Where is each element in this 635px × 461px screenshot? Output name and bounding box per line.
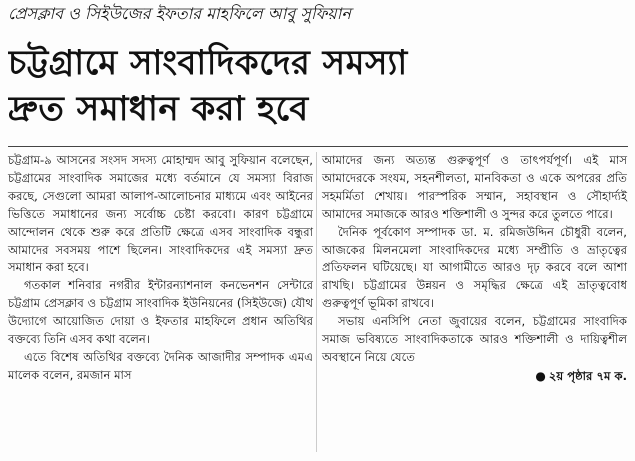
column-divider	[316, 152, 317, 452]
article-kicker: প্রেসক্লাব ও সিইউজের ইফতার মাহফিলে আবু সুফিয়ান	[8, 4, 351, 23]
body-paragraph: এতে বিশেষ অতিথির বক্তব্যে দৈনিক আজাদীর সম্পাদক এমএ মালেক বলেন, রমজান মাস	[8, 349, 313, 382]
headline-line-2: দ্রুত সমাধান করা হবে	[8, 89, 309, 129]
body-paragraph: দৈনিক পূর্বকোণ সম্পাদক ডা. ম. রমিজউদ্দিন চৌধুরী বলেন, আজকের মিলনমেলা সাংবাদিকদের মধ্যে সম্প্রীতি ও ভ্রাতৃত্বের প্রতিফলন ঘটিয়েছে। যা আগামীতে আরও দৃঢ় করবে বলে আশা রাখছি। চট্টগ্রামের উন্নয়ন ও সমৃদ্ধির ক্ষেত্রে এই ভ্রাতৃত্ববোধ গুরুত্বপূর্ণ ভূমিকা রাখবে।	[322, 224, 627, 311]
body-paragraph: আমাদের জন্য অত্যন্ত গুরুত্বপূর্ণ ও তাৎপর্যপূর্ণ। এই মাস আমাদেরকে সংযম, সহনশীলতা, মানবিকতা ও একে অপরের প্রতি সহমর্মিতা শেখায়। পারস্পরিক সম্মান, সহাবস্থান ও সৌহার্দ্যই আমাদের সমাজকে আরও শক্তিশালী ও সুন্দর করে তুলতে পারে।	[322, 153, 627, 221]
body-paragraph: চট্টগ্রাম-৯ আসনের সংসদ সদস্য মোহাম্মদ আবু সুফিয়ান বলেছেন, চট্টগ্রামের সাংবাদিক সমাজের মধ্যে বর্তমানে যে সমস্যা বিরাজ করছে, সেগুলো আমরা আলাপ-আলোচনার মাধ্যমে এবং আইনের ভিত্তিতে সমাধানের জন্য সর্বোচ্চ চেষ্টা করবো। কারণ চট্টগ্রামে আন্দোলন থেকে শুরু করে প্রতিটি ক্ষেত্রে এসব সাংবাদিক বন্ধুরা আমাদের সবসময় পাশে ছিলেন। সাংবাদিকদের এই সমস্যা দ্রুত সমাধান করা হবে।	[8, 153, 313, 275]
continuation-marker	[322, 368, 627, 386]
article-headline	[8, 40, 630, 132]
body-paragraph: গতকাল শনিবার নগরীর ইন্টারন্যাশনাল কনভেনশন সেন্টারে চট্টগ্রাম প্রেসক্লাব ও চট্টগ্রাম সাংবাদিক ইউনিয়নের (সিইউজে) যৌথ উদ্যোগে আয়োজিত দোয়া ও ইফতার মাহফিলে প্রধান অতিথির বক্তব্যে তিনি এসব কথা বলেন।	[8, 278, 313, 347]
headline-line-1: চট্টগ্রামে সাংবাদিকদের সমস্যা	[8, 43, 408, 83]
article-column-right	[322, 152, 627, 386]
continuation-arrow-icon: ●	[535, 368, 546, 383]
article-column-left	[8, 152, 313, 385]
continuation-text: ২য় পৃষ্ঠার ৭ম ক.	[548, 368, 627, 383]
body-paragraph: সভায় এনসিপি নেতা জুবায়ের বলেন, চট্টগ্রামের সাংবাদিক সমাজ ভবিষ্যতে সাংবাদিকতাকে আরও শক্তিশালী ও দায়িত্বশীল অবস্থানে নিয়ে যেতে	[322, 314, 627, 364]
headline-divider	[8, 146, 628, 147]
